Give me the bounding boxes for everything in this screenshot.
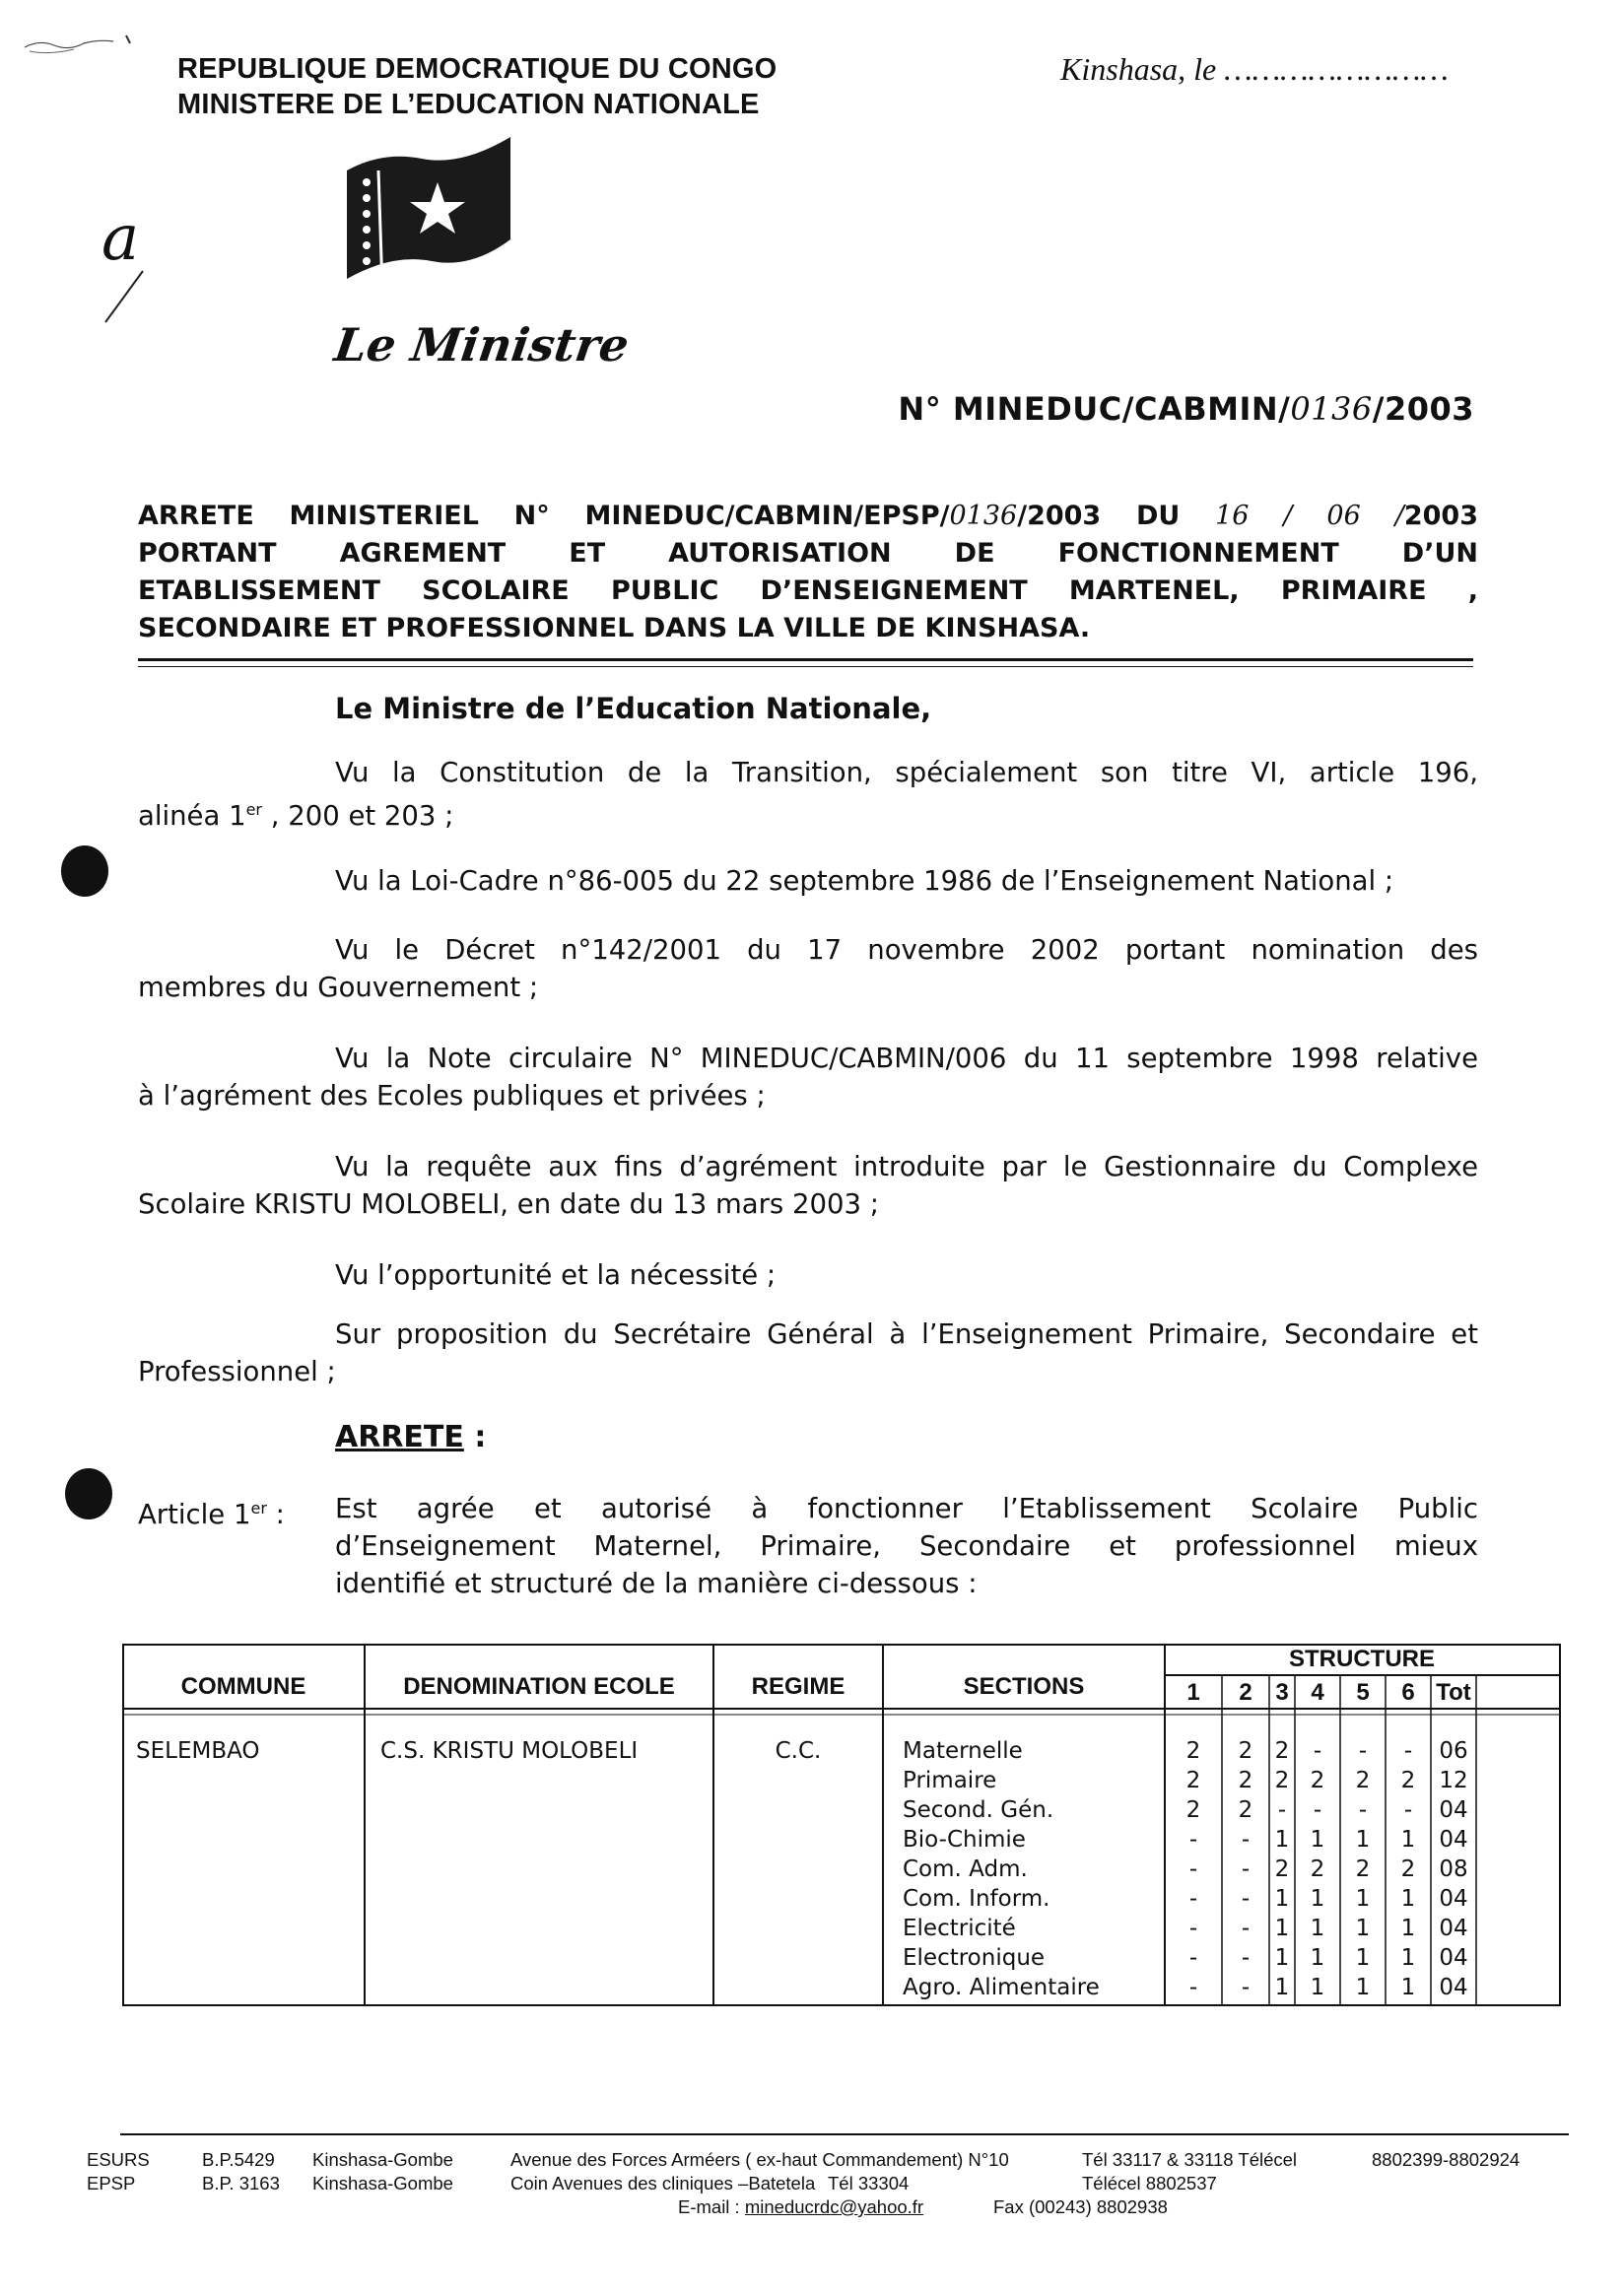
section-count: 2 (1185, 1768, 1201, 1793)
section-count: 2 (1355, 1768, 1371, 1793)
section-count: - (1188, 1827, 1198, 1853)
ref-prefix: N° MINEDUC/CABMIN/ (898, 390, 1291, 428)
footer-city-esurs: Kinshasa-Gombe (312, 2149, 453, 2170)
structure-col-header: 6 (1401, 1679, 1415, 1706)
email-link[interactable]: mineducrdc@yahoo.fr (744, 2196, 924, 2217)
section-count: 1 (1355, 1945, 1371, 1971)
denomination-value: C.S. KRISTU MOLOBELI (380, 1738, 639, 1764)
section-count: - (1313, 1738, 1322, 1764)
consideration-decret: Vu le Décret n°142/2001 du 17 novembre 2002 portant nomination des membres du Gouvernement ; (138, 934, 1478, 1003)
section-count: 1 (1400, 1886, 1416, 1912)
section-total: 08 (1439, 1856, 1468, 1882)
arrete-heading: ARRETE : (335, 1420, 487, 1454)
structure-table (122, 1644, 1561, 2006)
section-count: 1 (1274, 1827, 1290, 1853)
section-total: 06 (1439, 1738, 1468, 1764)
structure-col-header: 1 (1186, 1679, 1200, 1706)
section-count: - (1241, 1856, 1251, 1882)
preamble: Le Ministre de l’Education Nationale, (335, 692, 932, 725)
section-count: - (1241, 1916, 1251, 1941)
consideration-loi-cadre: Vu la Loi-Cadre n°86-005 du 22 septembre 1986 de l’Enseignement National ; (335, 865, 1394, 897)
section-count: - (1241, 1827, 1251, 1853)
place-date: Kinshasa, le …………………… (1060, 51, 1449, 87)
reference-number (898, 390, 1474, 428)
decree-title (138, 498, 1478, 647)
title-line-3: ETABLISSEMENT SCOLAIRE PUBLIC D’ENSEIGNEMENT MARTENEL, PRIMAIRE , (138, 575, 1478, 606)
section-count: 1 (1310, 1916, 1325, 1941)
consideration-note-circulaire: Vu la Note circulaire N° MINEDUC/CABMIN/006 du 11 septembre 1998 relative à l’agrément des Ecoles publiques et privées ; (138, 1043, 1478, 1112)
punch-hole-mark (65, 1468, 112, 1519)
footer-city-epsp: Kinshasa-Gombe (312, 2173, 453, 2193)
section-count: - (1188, 1975, 1198, 2000)
scribble-mark (20, 30, 138, 59)
col-header-sections: SECTIONS (963, 1673, 1085, 1700)
section-count: - (1188, 1886, 1198, 1912)
structure-col-header: Tot (1436, 1679, 1471, 1706)
consideration-constitution: Vu la Constitution de la Transition, spécialement son titre VI, article 196, alinéa 1er , 200 et 203 ; (138, 757, 1478, 833)
section-count: - (1358, 1738, 1368, 1764)
section-count: - (1241, 1886, 1251, 1912)
section-name: Electricité (903, 1916, 1016, 1941)
section-count: 2 (1185, 1797, 1201, 1823)
section-count: 1 (1355, 1975, 1371, 2000)
punch-hole-mark (61, 845, 108, 897)
article-1-text: Est agrée et autorisé à fonctionner l’Etablissement Scolaire Public d’Enseignement Maternel, Primaire, Secondaire et professionnel mieux identifié et structuré de la manière ci-dessous : (335, 1493, 1478, 1599)
title-underline-thin (138, 666, 1473, 667)
section-count: 2 (1238, 1738, 1253, 1764)
footer-fax-esurs: 8802399-8802924 (1372, 2149, 1521, 2170)
ministry-name: MINISTERE DE L’EDUCATION NATIONALE (177, 89, 760, 120)
section-total: 04 (1439, 1975, 1468, 2000)
section-count: 1 (1274, 1916, 1290, 1941)
title-line-4: SECONDAIRE ET PROFESSIONNEL DANS LA VILLE DE KINSHASA. (138, 613, 1091, 643)
section-name: Com. Inform. (903, 1886, 1050, 1912)
section-count: - (1358, 1797, 1368, 1823)
section-count: - (1277, 1797, 1287, 1823)
country-name: REPUBLIQUE DEMOCRATIQUE DU CONGO (177, 53, 778, 85)
section-name: Agro. Alimentaire (903, 1975, 1100, 2000)
section-name: Electronique (903, 1945, 1046, 1971)
section-count: 2 (1274, 1856, 1290, 1882)
handwritten-letter: a (102, 202, 140, 275)
footer-tel-esurs: Tél 33117 & 33118 Télécel (1082, 2149, 1298, 2170)
footer-bp-esurs: B.P.5429 (202, 2149, 275, 2170)
commune-value: SELEMBAO (136, 1738, 260, 1764)
section-count: - (1188, 1856, 1198, 1882)
consideration-requete: Vu la requête aux fins d’agrément introduite par le Gestionnaire du Complexe Scolaire KRISTU MOLOBELI, en date du 13 mars 2003 ; (138, 1151, 1478, 1220)
section-count: 1 (1355, 1827, 1371, 1853)
article-1-label: Article 1er : (138, 1499, 285, 1531)
col-header-commune: COMMUNE (180, 1673, 306, 1700)
col-header-denomination: DENOMINATION ECOLE (403, 1673, 675, 1700)
section-name: Bio-Chimie (903, 1827, 1026, 1853)
section-count: 2 (1274, 1738, 1290, 1764)
footer-email: E-mail : mineducrdc@yahoo.fr (678, 2196, 924, 2217)
section-count: - (1241, 1975, 1251, 2000)
footer-tel-epsp: Tél 33304 (828, 2173, 910, 2193)
footer-bp-epsp: B.P. 3163 (202, 2173, 280, 2193)
drc-flag-emblem-icon (343, 131, 515, 304)
section-count: 2 (1310, 1856, 1325, 1882)
section-count: 2 (1355, 1856, 1371, 1882)
consideration-opportunite: Vu l’opportunité et la nécessité ; (335, 1259, 777, 1291)
section-count: - (1241, 1945, 1251, 1971)
regime-value: C.C. (775, 1738, 822, 1764)
section-count: 1 (1400, 1945, 1416, 1971)
section-count: - (1313, 1797, 1322, 1823)
section-count: 1 (1355, 1916, 1371, 1941)
section-count: 2 (1274, 1768, 1290, 1793)
section-total: 04 (1439, 1916, 1468, 1941)
section-name: Com. Adm. (903, 1856, 1028, 1882)
title-line-1: ARRETE MINISTERIEL N° MINEDUC/CABMIN/EPSP/0136/2003 DU 16 / 06 /2003 (138, 501, 1478, 531)
footer-telecel-epsp: Télécel 8802537 (1082, 2173, 1217, 2193)
section-total: 04 (1439, 1886, 1468, 1912)
section-count: - (1188, 1916, 1198, 1941)
footer-org-epsp: EPSP (87, 2173, 136, 2193)
section-count: 2 (1238, 1797, 1253, 1823)
section-count: 1 (1274, 1975, 1290, 2000)
decree-handwritten-number: 0136 (949, 501, 1018, 531)
title-underline (138, 658, 1473, 661)
footer-address-epsp: Coin Avenues des cliniques –Batetela (510, 2173, 816, 2193)
section-count: 2 (1185, 1738, 1201, 1764)
section-count: - (1188, 1945, 1198, 1971)
structure-col-header: 3 (1275, 1679, 1289, 1706)
section-count: 2 (1238, 1768, 1253, 1793)
section-count: 1 (1310, 1827, 1325, 1853)
col-header-structure: STRUCTURE (1289, 1646, 1435, 1672)
section-total: 04 (1439, 1827, 1468, 1853)
section-count: 1 (1400, 1916, 1416, 1941)
section-count: 1 (1400, 1975, 1416, 2000)
section-name: Maternelle (903, 1738, 1023, 1764)
footer-address-esurs: Avenue des Forces Arméers ( ex-haut Commandement) N°10 (510, 2149, 1009, 2170)
ref-handwritten-number: 0136 (1290, 390, 1373, 428)
handwritten-mark (94, 202, 163, 330)
decree-handwritten-date: 16 / 06 / (1215, 501, 1404, 531)
section-count: 1 (1274, 1945, 1290, 1971)
consideration-proposition: Sur proposition du Secrétaire Général à l’Enseignement Primaire, Secondaire et Professionnel ; (138, 1318, 1478, 1387)
footer-rule (120, 2133, 1569, 2135)
header-institution (177, 51, 777, 122)
section-total: 04 (1439, 1945, 1468, 1971)
structure-col-header: 5 (1356, 1679, 1370, 1706)
section-count: - (1403, 1797, 1413, 1823)
section-count: 1 (1310, 1886, 1325, 1912)
section-total: 04 (1439, 1797, 1468, 1823)
section-count: 2 (1400, 1856, 1416, 1882)
section-count: - (1403, 1738, 1413, 1764)
section-count: 2 (1310, 1768, 1325, 1793)
section-name: Primaire (903, 1768, 997, 1793)
ref-suffix: /2003 (1372, 390, 1474, 428)
minister-title: Le Ministre (331, 318, 633, 371)
section-count: 2 (1400, 1768, 1416, 1793)
section-count: 1 (1310, 1975, 1325, 2000)
col-header-regime: REGIME (751, 1673, 846, 1700)
structure-col-header: 4 (1311, 1679, 1324, 1706)
section-count: 1 (1355, 1886, 1371, 1912)
footer-org-esurs: ESURS (87, 2149, 150, 2170)
section-count: 1 (1400, 1827, 1416, 1853)
title-line-2: PORTANT AGREMENT ET AUTORISATION DE FONCTIONNEMENT D’UN (138, 538, 1478, 569)
section-count: 1 (1274, 1886, 1290, 1912)
section-total: 12 (1439, 1768, 1468, 1793)
section-name: Second. Gén. (903, 1797, 1054, 1823)
section-count: 1 (1310, 1945, 1325, 1971)
structure-col-header: 2 (1239, 1679, 1252, 1706)
footer-fax: Fax (00243) 8802938 (993, 2196, 1168, 2217)
